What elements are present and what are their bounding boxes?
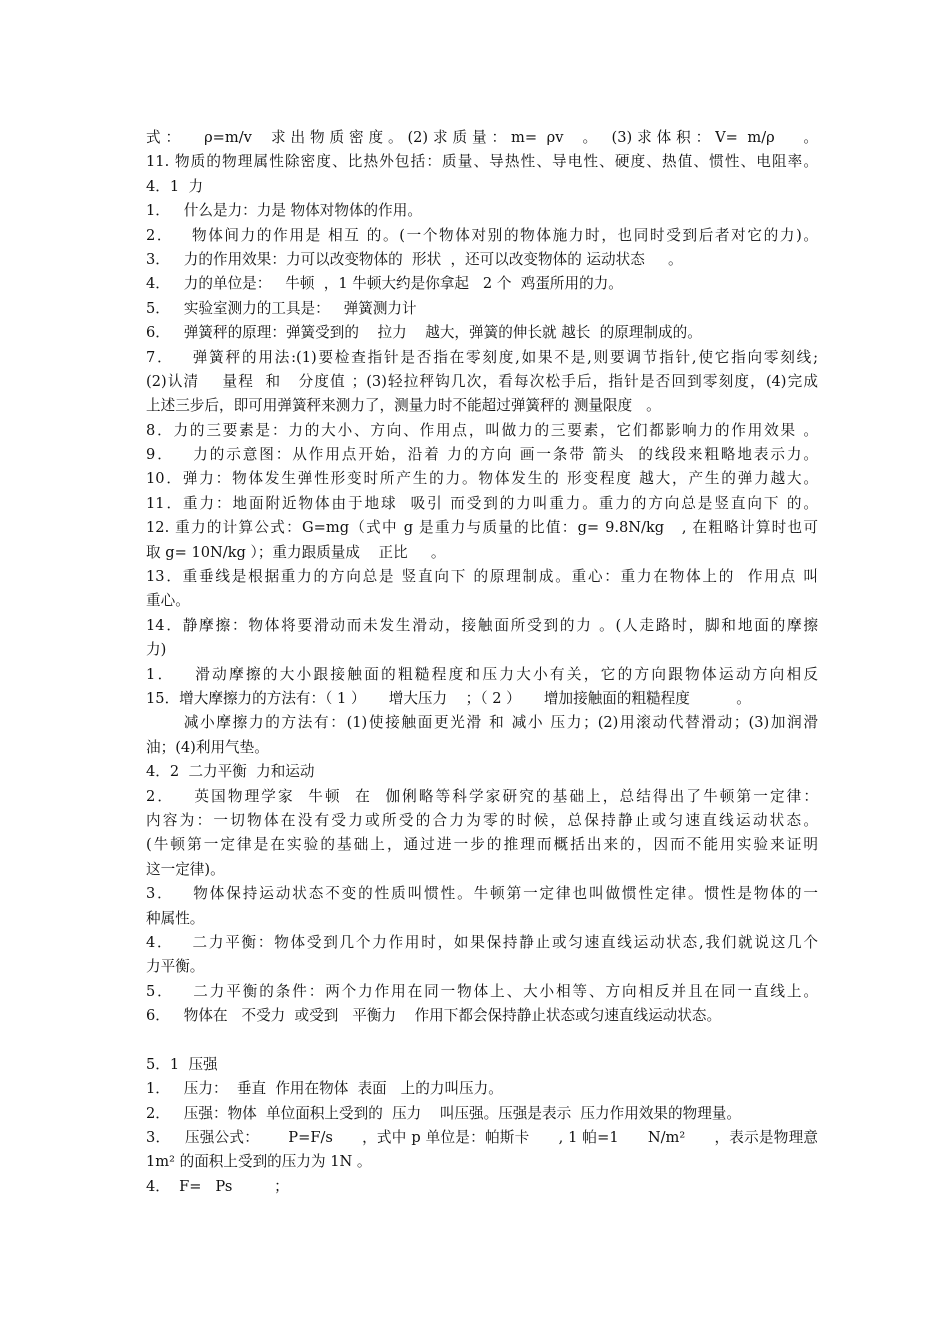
- blank-line: [146, 1028, 818, 1052]
- text-line: 12. 重力的计算公式：G=mg（式中 g 是重力与质量的比值：g= 9.8N/kg , 在粗略计算时也可: [146, 519, 818, 537]
- text-line: 重心。: [146, 592, 190, 610]
- text-line: 5． 实验室测力的工具是： 弹簧测力计: [146, 299, 417, 317]
- document-page: [146, 126, 818, 1199]
- text-line: 力平衡。: [146, 958, 205, 976]
- text-line: 10．弹力：物体发生弹性形变时所产生的力。物体发生的 形变程度 越大，产生的弹力越大。: [146, 470, 818, 488]
- text-line: 4． 二力平衡：物体受到几个力作用时，如果保持静止或匀速直线运动状态,我们就说这几个: [146, 933, 818, 951]
- text-line: 内容为：一切物体在没有受力或所受的合力为零的时候，总保持静止或匀速直线运动状态。: [146, 811, 818, 829]
- text-line: 1m² 的面积上受到的压力为 1N 。: [146, 1153, 372, 1171]
- text-line: 8．力的三要素是：力的大小、方向、作用点，叫做力的三要素，它们都影响力的作用效果 。: [146, 421, 818, 439]
- text-line: 1． 压力： 垂直 作用在物体 表面 上的力叫压力。: [146, 1080, 503, 1098]
- text-line: 1． 什么是力：力是 物体对物体的作用。: [146, 202, 422, 220]
- text-line: 4． 力的单位是： 牛顿 ，1 牛顿大约是你拿起 2 个 鸡蛋所用的力。: [146, 275, 623, 293]
- text-line: 6． 物体在 不受力 或受到 平衡力 作用下都会保持静止状态或匀速直线运动状态。: [146, 1007, 722, 1025]
- text-line: 4． F= Ps ；: [146, 1177, 289, 1195]
- text-line: 11．重力：地面附近物体由于地球 吸引 而受到的力叫重力。重力的方向总是竖直向下 的。: [146, 494, 818, 512]
- text-line: 减小摩擦力的方法有：(1)使接触面更光滑 和 减小 压力；(2)用滚动代替滑动；(3)加润滑: [146, 714, 818, 732]
- text-line: 3． 力的作用效果：力可以改变物体的 形状 ，还可以改变物体的 运动状态 。: [146, 250, 683, 268]
- text-line: 2． 物体间力的作用是 相互 的。(一个物体对别的物体施力时，也同时受到后者对它的力)。: [146, 226, 818, 244]
- text-line: 取 g= 10N/kg ）；重力跟质量成 正比 。: [146, 543, 446, 561]
- text-line: 3． 压强公式： P=F/s ，式中 p 单位是：帕斯卡 , 1 帕=1 N/m² ，表示是物理意: [146, 1129, 818, 1147]
- text-line: 14．静摩擦：物体将要滑动而未发生滑动，接触面所受到的力 。(人走路时，脚和地面的摩擦: [146, 616, 818, 634]
- text-line: 11. 物质的物理属性除密度、比热外包括：质量、导热性、导电性、硬度、热值、惯性、电阻率。: [146, 153, 818, 171]
- text-line: 油；(4)利用气垫。: [146, 738, 269, 756]
- text-line: 力): [146, 641, 167, 659]
- text-line: 式： ρ=m/v 求出物质密度。(2)求质量：m= ρv 。 (3)求体积：V= m/ρ 。: [146, 129, 818, 146]
- text-line: 6． 弹簧秤的原理：弹簧受到的 拉力 越大，弹簧的伸长就 越长 的原理制成的。: [146, 324, 702, 342]
- text-line: 2． 英国物理学家 牛顿 在 伽俐略等科学家研究的基础上，总结得出了牛顿第一定律：: [146, 787, 818, 805]
- text-line: 2． 压强：物体 单位面积上受到的 压力 叫压强。压强是表示 压力作用效果的物理量。: [146, 1104, 741, 1122]
- text-line: 15．增大摩擦力的方法有：（ 1 ） 增大压力 ；（ 2 ） 增加接触面的粗糙程度 。: [146, 689, 751, 707]
- text-line: (牛顿第一定律是在实验的基础上，通过进一步的推理而概括出来的，因而不能用实验来证明: [146, 836, 818, 854]
- section-heading: 4．1 力: [146, 177, 204, 195]
- text-line: 5． 二力平衡的条件：两个力作用在同一物体上、大小相等、方向相反并且在同一直线上。: [146, 982, 818, 1000]
- text-line: 7． 弹簧秤的用法:(1)要检查指针是否指在零刻度,如果不是,则要调节指针,使它指向零刻线;: [146, 348, 818, 366]
- text-line: (2)认清 量程 和 分度值 ；(3)轻拉秤钩几次，看每次松手后，指针是否回到零刻度，(4)完成: [146, 372, 818, 390]
- text-line: 1． 滑动摩擦的大小跟接触面的粗糙程度和压力大小有关，它的方向跟物体运动方向相反: [146, 665, 818, 683]
- text-line: 种属性。: [146, 909, 205, 927]
- text-line: 3． 物体保持运动状态不变的性质叫惯性。牛顿第一定律也叫做惯性定律。惯性是物体的一: [146, 885, 818, 903]
- section-heading: 5．1 压强: [146, 1055, 218, 1073]
- text-line: 这一定律)。: [146, 860, 225, 878]
- section-heading: 4．2 二力平衡 力和运动: [146, 763, 315, 781]
- text-line: 上述三步后，即可用弹簧秤来测力了，测量力时不能超过弹簧秤的 测量限度 。: [146, 397, 661, 415]
- text-line: 9． 力的示意图：从作用点开始，沿着 力的方向 画一条带 箭头 的线段来粗略地表示力。: [146, 446, 818, 464]
- text-line: 13．重垂线是根据重力的方向总是 竖直向下 的原理制成。重心：重力在物体上的 作用点 叫: [146, 568, 818, 586]
